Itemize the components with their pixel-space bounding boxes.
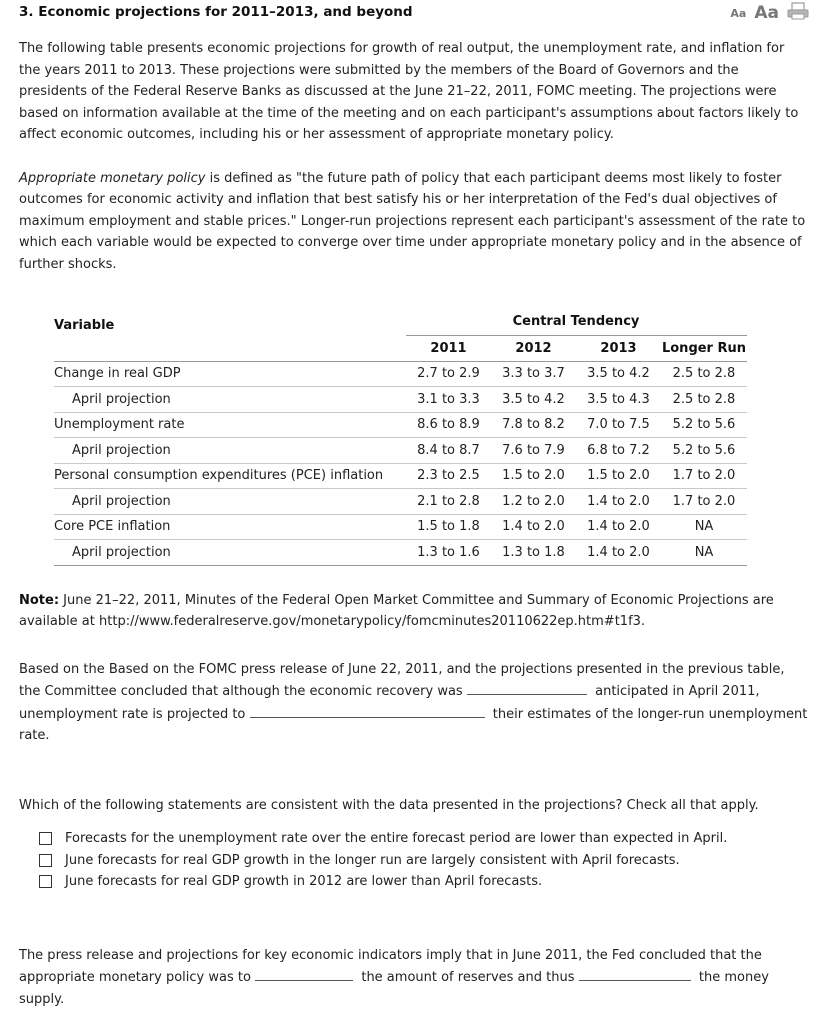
checkbox[interactable] bbox=[39, 832, 52, 845]
checkbox-label: Forecasts for the unemployment rate over the entire forecast period are lower than expected in April. bbox=[65, 831, 728, 847]
table-cell: NA bbox=[661, 514, 747, 540]
row-label: Personal consumption expenditures (PCE) inflation bbox=[54, 463, 406, 489]
table-cell: 1.4 to 2.0 bbox=[576, 489, 661, 515]
toolbar bbox=[730, 2, 809, 24]
fill-in-text-1: Based on the Based on the FOMC press release of June 22, 2011, and the projections presented in the previous table, the Committee concluded that although the economic recovery was bbox=[19, 661, 785, 699]
table-row bbox=[54, 514, 747, 540]
projections-table bbox=[54, 308, 747, 566]
table-row bbox=[54, 489, 747, 515]
note-text: June 21–22, 2011, Minutes of the Federal Open Market Committee and Summary of Economic Projections are available at http://www.federalreserve.gov/monetarypolicy/fomcminutes20110622ep.htm#t1f3. bbox=[19, 592, 774, 629]
checkbox-list bbox=[39, 828, 809, 893]
table-cell: 1.4 to 2.0 bbox=[491, 514, 576, 540]
header bbox=[19, 0, 809, 30]
checkbox-option[interactable] bbox=[39, 871, 809, 893]
table-cell: 7.8 to 8.2 bbox=[491, 412, 576, 438]
table-cell: 7.0 to 7.5 bbox=[576, 412, 661, 438]
table-cell: 1.5 to 2.0 bbox=[576, 463, 661, 489]
page bbox=[19, 0, 809, 1010]
closing-text-1: The press release and projections for key economic indicators imply that in June 2011, the Fed concluded that the appropriate monetary policy was to bbox=[19, 947, 762, 985]
table-cell: 8.4 to 8.7 bbox=[406, 438, 491, 464]
table-cell: 1.2 to 2.0 bbox=[491, 489, 576, 515]
table-cell: 3.1 to 3.3 bbox=[406, 387, 491, 413]
checkbox-option[interactable] bbox=[39, 850, 809, 872]
intro-paragraph: The following table presents economic projections for growth of real output, the unemployment rate, and inflation for the years 2011 to 2013. These projections were submitted by the members of the Board of Governors and the presidents of the Federal Reserve Banks as discussed at the June 21–22, 2011, FOMC meeting. The projections were based on information available at the time of the meeting and on each participant's assumptions about factors likely to affect economic outcomes, including his or her assessment of appropriate monetary policy. bbox=[19, 41, 799, 142]
table-cell: 7.6 to 7.9 bbox=[491, 438, 576, 464]
table-body bbox=[54, 361, 747, 565]
policy-paragraph bbox=[19, 168, 809, 276]
table-cell: 1.5 to 1.8 bbox=[406, 514, 491, 540]
table-cell: 2.3 to 2.5 bbox=[406, 463, 491, 489]
table-row bbox=[54, 438, 747, 464]
money-supply-blank[interactable] bbox=[579, 966, 691, 981]
column-header: Longer Run bbox=[661, 336, 747, 362]
row-label: April projection bbox=[54, 387, 406, 413]
section-title: 3. Economic projections for 2011–2013, and beyond bbox=[19, 4, 413, 20]
table-cell: 3.5 to 4.2 bbox=[491, 387, 576, 413]
row-label: April projection bbox=[54, 438, 406, 464]
row-label: Change in real GDP bbox=[54, 361, 406, 387]
table-cell: 2.1 to 2.8 bbox=[406, 489, 491, 515]
note-label: Note: bbox=[19, 592, 60, 608]
checkbox-label: June forecasts for real GDP growth in the longer run are largely consistent with April forecasts. bbox=[65, 852, 680, 868]
table-cell: 5.2 to 5.6 bbox=[661, 438, 747, 464]
table-cell: 1.3 to 1.8 bbox=[491, 540, 576, 566]
table-cell: 8.6 to 8.9 bbox=[406, 412, 491, 438]
central-tendency-header: Central Tendency bbox=[491, 308, 661, 336]
table-cell: 3.3 to 3.7 bbox=[491, 361, 576, 387]
policy-action-blank[interactable] bbox=[255, 966, 353, 981]
table-cell: 2.7 to 2.9 bbox=[406, 361, 491, 387]
table-cell: 1.7 to 2.0 bbox=[661, 489, 747, 515]
printer-icon[interactable] bbox=[787, 2, 809, 24]
table-cell: 1.4 to 2.0 bbox=[576, 514, 661, 540]
policy-term: Appropriate monetary policy bbox=[19, 170, 206, 186]
font-increase-button[interactable]: Aa bbox=[754, 3, 779, 23]
policy-text: is defined as "the future path of policy that each participant deems most likely to foster outcomes for economic activity and inflation that best satisfy his or her interpretation of the Fed's dual objectives of maximum employment and stable prices." Longer-run projections represent each participant's assessment of the rate to which each variable would be expected to converge over time under appropriate monetary policy and in the absence of further shocks. bbox=[19, 170, 806, 272]
font-decrease-button[interactable]: Aa bbox=[730, 6, 747, 20]
fill-in-text-3: their estimates of the longer-run unemployment rate. bbox=[19, 706, 808, 743]
fill-in-paragraph bbox=[19, 659, 809, 747]
table-cell: 1.7 to 2.0 bbox=[661, 463, 747, 489]
row-label: April projection bbox=[54, 489, 406, 515]
table-cell: 1.4 to 2.0 bbox=[576, 540, 661, 566]
closing-text-3: the money supply. bbox=[19, 970, 769, 1007]
closing-paragraph bbox=[19, 945, 809, 1011]
table-row bbox=[54, 540, 747, 566]
column-header: 2012 bbox=[491, 336, 576, 362]
fill-in-text-2: anticipated in April 2011, unemployment rate is projected to bbox=[19, 684, 760, 722]
checkbox-label: June forecasts for real GDP growth in 2012 are lower than April forecasts. bbox=[65, 874, 543, 890]
table-cell: 1.3 to 1.6 bbox=[406, 540, 491, 566]
table-cell: 5.2 to 5.6 bbox=[661, 412, 747, 438]
checkbox-option[interactable] bbox=[39, 828, 809, 850]
variable-header: Variable bbox=[54, 317, 115, 333]
table-row bbox=[54, 463, 747, 489]
table-row bbox=[54, 387, 747, 413]
table-cell: 2.5 to 2.8 bbox=[661, 361, 747, 387]
table-cell: 2.5 to 2.8 bbox=[661, 387, 747, 413]
checkbox[interactable] bbox=[39, 875, 52, 888]
table-cell: 1.5 to 2.0 bbox=[491, 463, 576, 489]
row-label: Core PCE inflation bbox=[54, 514, 406, 540]
note-paragraph bbox=[19, 590, 809, 633]
closing-text-2: the amount of reserves and thus bbox=[361, 970, 575, 985]
column-header: 2013 bbox=[576, 336, 661, 362]
column-header: 2011 bbox=[406, 336, 491, 362]
table-row bbox=[54, 361, 747, 387]
checkbox[interactable] bbox=[39, 854, 52, 867]
row-label: April projection bbox=[54, 540, 406, 566]
table-cell: 6.8 to 7.2 bbox=[576, 438, 661, 464]
question-prompt: Which of the following statements are consistent with the data presented in the projections? Check all that apply. bbox=[19, 797, 759, 813]
unemployment-blank[interactable] bbox=[250, 703, 485, 718]
table-cell: 3.5 to 4.2 bbox=[576, 361, 661, 387]
table-row bbox=[54, 412, 747, 438]
row-label: Unemployment rate bbox=[54, 412, 406, 438]
recovery-blank[interactable] bbox=[467, 680, 587, 695]
table-cell: NA bbox=[661, 540, 747, 566]
table-cell: 3.5 to 4.3 bbox=[576, 387, 661, 413]
